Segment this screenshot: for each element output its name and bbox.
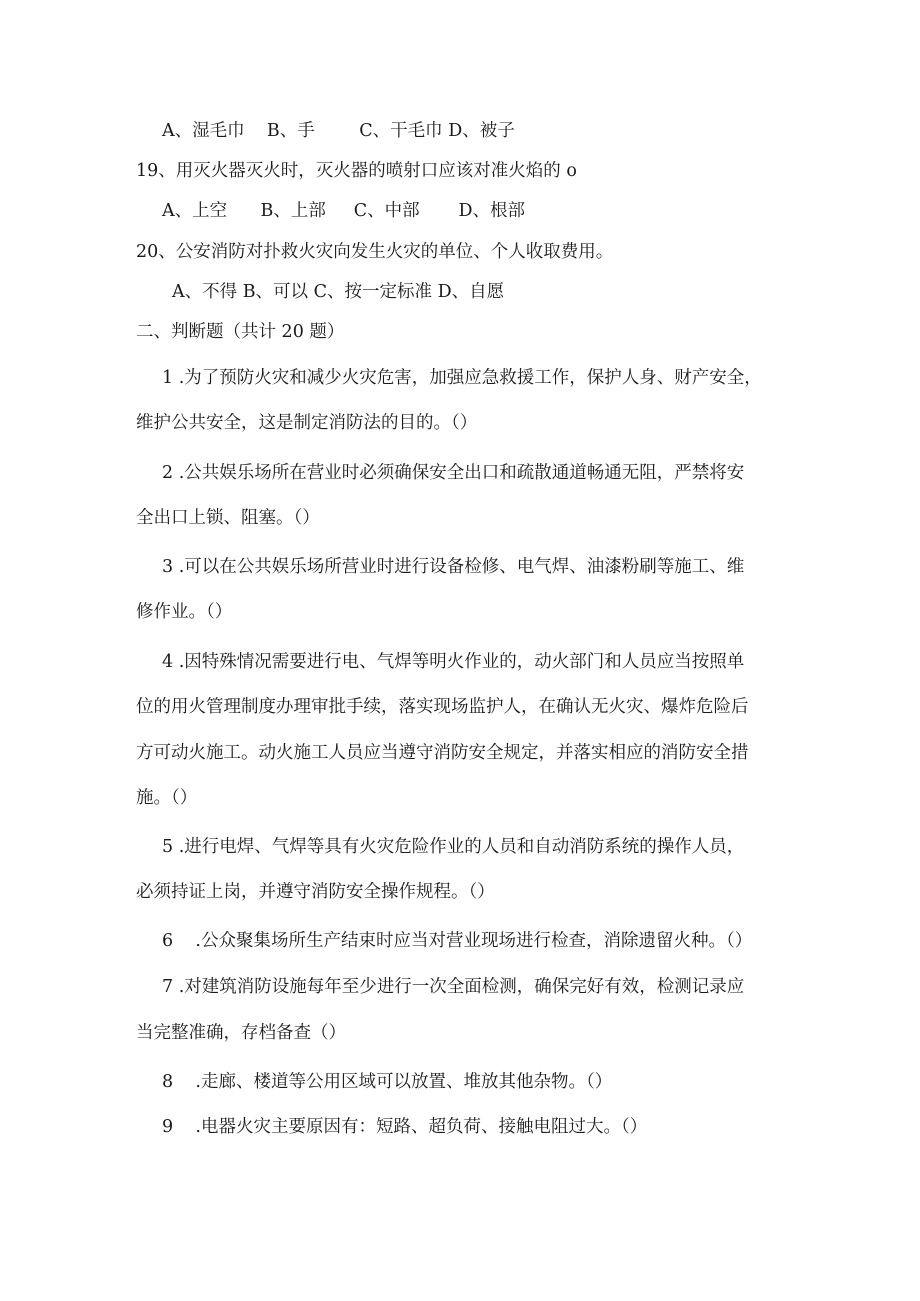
tf-5-line-2: 必须持证上岗，并遵守消防安全操作规程。（）	[136, 882, 495, 902]
tf-5-line-1: 5 .进行电焊、气焊等具有火灾危险作业的人员和自动消防系统的操作人员，	[162, 837, 745, 857]
tf-3-line-1: 3 .可以在公共娱乐场所营业时进行设备检修、电气焊、油漆粉刷等施工、维	[162, 557, 745, 577]
tf-7-line-1: 7 .对建筑消防设施每年至少进行一次全面检测，确保完好有效，检测记录应	[162, 977, 745, 997]
tf-4-line-4: 施。（）	[136, 788, 198, 808]
tf-3-line-2: 修作业。（）	[136, 602, 233, 622]
tf-2-line-2: 全出口上锁、阻塞。（）	[136, 508, 320, 528]
tf-8-line-1: 8 .走廊、楼道等公用区域可以放置、堆放其他杂物。（）	[162, 1072, 613, 1092]
q20-options: A、不得 B、可以 C、按一定标准 D、自愿	[172, 282, 505, 302]
tf-9-line-1: 9 .电器火灾主要原因有：短路、超负荷、接触电阻过大。（）	[162, 1117, 648, 1137]
tf-1-line-2: 维护公共安全，这是制定消防法的目的。（）	[136, 413, 478, 433]
q20-question: 20、公安消防对扑救火灾向发生火灾的单位、个人收取费用。	[136, 242, 614, 262]
q19-options: A、上空 B、上部 C、中部 D、根部	[162, 201, 526, 221]
section-heading: 二、判断题（共计 20 题）	[136, 322, 345, 342]
tf-6-line-1: 6 .公众聚集场所生产结束时应当对营业现场进行检查，消除遗留火种。（）	[162, 931, 753, 951]
q18-options: A、湿毛巾 B、手 C、干毛巾 D、被子	[162, 121, 515, 141]
tf-4-line-3: 方可动火施工。动火施工人员应当遵守消防安全规定，并落实相应的消防安全措	[136, 743, 749, 763]
q19-question: 19、用灭火器灭火时，灭火器的喷射口应该对准火焰的 o	[136, 161, 577, 181]
tf-2-line-1: 2 .公共娱乐场所在营业时必须确保安全出口和疏散通道畅通无阻，严禁将安	[162, 463, 745, 483]
tf-4-line-1: 4 .因特殊情况需要进行电、气焊等明火作业的，动火部门和人员应当按照单	[162, 652, 745, 672]
tf-1-line-1: 1 .为了预防火灾和减少火灾危害，加强应急救援工作，保护人身、财产安全，	[162, 368, 762, 388]
tf-7-line-2: 当完整准确，存档备查（）	[136, 1023, 346, 1043]
tf-4-line-2: 位的用火管理制度办理审批手续，落实现场监护人，在确认无火灾、爆炸危险后	[136, 697, 749, 717]
